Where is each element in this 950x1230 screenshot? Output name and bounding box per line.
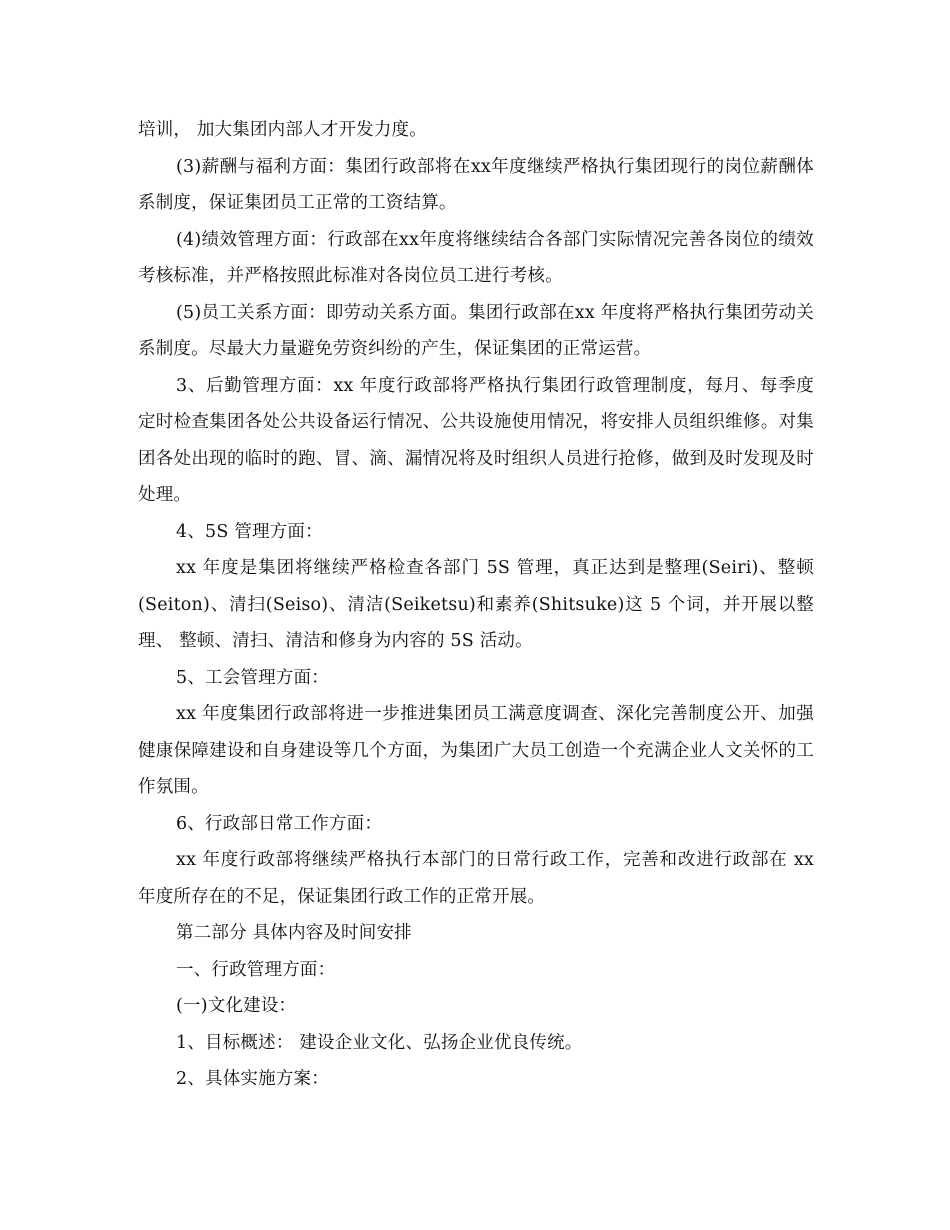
paragraph-union-management: xx 年度集团行政部将进一步推进集团员工满意度调查、深化完善制度公开、加强 健康保障建设和自身建设等几个方面，为集团广大员工创造一个充满企业人文关怀的工作氛围。 <box>138 704 814 797</box>
heading-union-management: 5、工会管理方面： <box>176 667 329 688</box>
paragraph-employee-relations: (5)员工关系方面：即劳动关系方面。集团行政部在xx 年度将严格执行集团劳动关系制度。尽最大力量避免劳资纠纷的产生，保证集团的正常运营。 <box>138 302 814 359</box>
paragraph-5s-management: xx 年度是集团将继续严格检查各部门 5S 管理，真正达到是整理(Seiri)、整顿(Seiton)、清扫(Seiso)、清洁(Seiketsu)和素养(Shitsuke)这 5 个词，并开展以整理、 整顿、清扫、清洁和修身为内容的 5S 活动。 <box>138 558 814 651</box>
paragraph-logistics: 3、后勤管理方面：xx 年度行政部将严格执行集团行政管理制度，每月、每季度定时检查集团各处公共设备运行情况、公共设施使用情况，将安排人员组织维修。对集团各处出现的临时的跑、冒、滴、漏情况将及时组织人员进行抢修，做到及时发现及时处理。 <box>138 375 814 505</box>
heading-admin-management: 一、行政管理方面： <box>176 959 336 980</box>
paragraph-performance: (4)绩效管理方面：行政部在xx年度将继续结合各部门实际情况完善各岗位的绩效考核标准，并严格按照此标准对各岗位员工进行考核。 <box>138 229 814 286</box>
paragraph-daily-work: xx 年度行政部将继续严格执行本部门的日常行政工作，完善和改进行政部在 xx 年度所存在的不足，保证集团行政工作的正常开展。 <box>138 850 814 907</box>
heading-culture-building: (一)文化建设： <box>176 996 297 1016</box>
paragraph-compensation: (3)薪酬与福利方面：集团行政部将在xx年度继续严格执行集团现行的岗位薪酬体系制度，保证集团员工正常的工资结算。 <box>138 156 814 213</box>
document-body <box>138 112 814 1098</box>
heading-5s-management: 4、5S 管理方面： <box>176 521 323 542</box>
paragraph-training-continuation: 培训， 加大集团内部人才开发力度。 <box>138 120 427 140</box>
item-implementation-plan: 2、具体实施方案： <box>176 1069 329 1089</box>
item-goal-overview: 1、目标概述： 建设企业文化、弘扬企业优良传统。 <box>176 1032 583 1053</box>
heading-daily-work: 6、行政部日常工作方面： <box>176 813 383 834</box>
heading-part-two: 第二部分 具体内容及时间安排 <box>176 923 412 943</box>
